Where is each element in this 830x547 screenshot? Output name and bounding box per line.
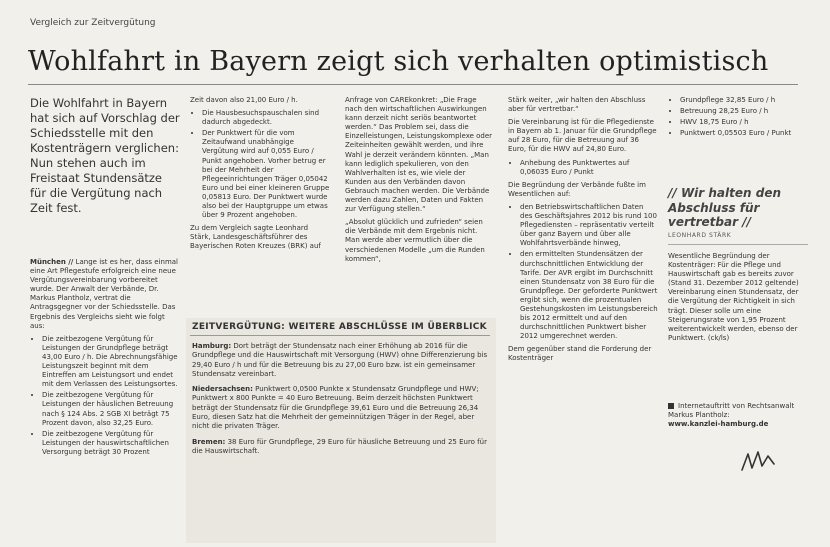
- overview-text: Punktwert 0,0500 Punkte x Stundensatz Grundpflege und HWV; Punktwert x 800 Punkte = 40 Euro Betreuung. Beim derzeit höchsten Punktwert beträgt der Stundensatz für die Grundpflege 39,61 Euro und die Betreuung 26,34 Euro, diesen Satz hat die Mehrheit der gemeinnützigen Träger in der Regel, aber nicht die privaten Träger.: [192, 385, 479, 431]
- pull-quote: // Wir halten den Abschluss für vertretbar //: [668, 186, 782, 229]
- overview-text: 38 Euro für Grundpflege, 29 Euro für häusliche Betreuung und 25 Euro für die Hauswirtschaft.: [192, 437, 487, 455]
- column-4-paragraph: Die Begründung der Verbände fußte im Wesentlichen auf:: [508, 180, 646, 198]
- column-5-body: [668, 252, 808, 347]
- overview-hamburg: [192, 342, 490, 379]
- list-item: • Der Punktwert für die vom Zeitaufwand unabhängige Vergütung wird auf 0,055 Euro / Punkt angehoben. Vorher betrug er bei der Mehrheit der Pflegeeinrichtungen Träger 0,05042 Euro und bei einer kleineren Gruppe 0,05813 Euro. Der Punktwert wurde also bei der Hauptgruppe um etwas über 9 Prozent angehoben.: [202, 129, 330, 220]
- overview-label: Niedersachsen:: [192, 385, 253, 394]
- column-4-list-2: [508, 203, 658, 341]
- dateline: München //: [30, 258, 74, 266]
- column-2-list: [190, 109, 330, 220]
- headline: Wohlfahrt in Bayern zeigt sich verhalten optimistisch: [28, 46, 769, 77]
- column-5-paragraph: Wesentliche Begründung der Kostenträger: Für die Pflege und Hauswirtschaft gab es bereits zuvor (Stand 31. Dezember 2012 geltende) Vereinbarung einen Stundensatz, der die Vergütung der Richtigkeit in sich trägt. Dieser solle um eine Steigerungsrate von 1,95 Prozent weiterentwickelt werden, ebenso der Punktwert. (ck/ls): [668, 252, 799, 342]
- overview-box-title: ZEITVERGÜTUNG: WEITERE ABSCHLÜSSE IM ÜBERBLICK: [192, 322, 487, 332]
- overview-box-rule: [190, 335, 490, 336]
- column-1: [30, 258, 180, 461]
- column-3-paragraph: Anfrage von CAREkonkret: „Die Frage nach den wirtschaftlichen Auswirkungen kann derzeit nicht seriös beantwortet werden.“ Das Problem sei, dass die Einzelleistungen, Leistungskomplexe oder Zeiteinheiten gewählt werden, und ihre Wahl je derzeit verändern könnten. „Man kann lediglich spekulieren, von den Wahlverhalten ist es, wie viele der Kunden aus den Verbänden davon Gebrauch machen werden. Die Verbände werden dazu Zahlen, Daten und Fakten zur Verfügung stellen.“: [345, 96, 493, 214]
- column-4-paragraph: Dem gegenüber stand die Forderung der Kostenträger: [508, 345, 652, 363]
- overview-box-body: [192, 342, 490, 462]
- list-item: • Grundpflege 32,85 Euro / h: [680, 96, 808, 105]
- column-3-paragraph: „Absolut glücklich und zufrieden“ seien die Verbände mit dem Ergebnis nicht. Man werde aber vermutlich über die verschiedenen Modelle „um die Runden kommen“,: [345, 218, 485, 263]
- info-square-icon: [668, 403, 674, 409]
- info-text: Internetauftritt von Rechtsanwalt Markus Plantholz:: [668, 402, 795, 419]
- list-item: • Anhebung des Punktwertes auf 0,06035 Euro / Punkt: [520, 159, 658, 177]
- column-2-paragraph: Zu dem Vergleich sagte Leonhard Stärk, Landesgeschäftsführer des Bayerischen Roten Kreuzes (BRK) auf: [190, 224, 321, 251]
- header-rule: [28, 84, 798, 85]
- column-1-paragraph: Lange ist es her, dass einmal eine Art Pflegestufe erfolgreich eine neue Vergütungsvereinbarung vorbereitet wurde. Der Anwalt der Verbände, Dr. Markus Plantholz, vertrat die Antragsgegner vor der Schiedsstelle. Das Ergebnis des Vergleichs sieht wie folgt aus:: [30, 258, 178, 330]
- column-2-paragraph: Zeit davon also 21,00 Euro / h.: [190, 96, 298, 104]
- list-item: • Die zeitbezogene Vergütung für Leistungen der Grundpflege beträgt 43,00 Euro / h. Die Abrechnungsfähige Leistungszeit beginnt mit dem Eintreffen am Leistungsort und endet mit dem Verlassen des Leistungsortes.: [42, 335, 180, 390]
- column-2: [190, 96, 330, 256]
- column-5-list: [668, 96, 808, 138]
- quote-author: LEONHARD STÄRK: [668, 232, 732, 239]
- overview-label: Bremen:: [192, 437, 226, 446]
- website-link[interactable]: www.kanzlei-hamburg.de: [668, 420, 769, 428]
- info-box: [668, 402, 808, 429]
- column-3: [345, 96, 493, 268]
- list-item: • Punktwert 0,05503 Euro / Punkt: [680, 129, 808, 138]
- column-4: [508, 96, 658, 368]
- list-item: • Die Hausbesuchspauschalen sind dadurch abgedeckt.: [202, 109, 330, 127]
- list-item: • Die zeitbezogene Vergütung für Leistungen der hauswirtschaftlichen Versorgung beträgt 30 Prozent: [42, 430, 180, 457]
- author-rule: [668, 244, 808, 245]
- overview-bremen: [192, 438, 490, 457]
- signature-icon: [740, 448, 780, 476]
- lead-paragraph: Die Wohlfahrt in Bayern hat sich auf Vorschlag der Schiedsstelle mit den Kostenträgern verglichen: Nun stehen auch im Freistaat Stundensätze für die Vergütung nach Zeit fest.: [30, 96, 180, 215]
- overview-text: Dort beträgt der Stundensatz nach einer Erhöhung ab 2016 für die Grundpflege und die Hauswirtschaft mit Versorgung (HWV) ohne Differenzierung bis 29,40 Euro / h und für die Betreuung bis zu 27,00 Euro bzw. ist ein gemeinsamer Stundensatz vereinbart.: [192, 342, 488, 378]
- column-4-paragraph: Die Vereinbarung ist für die Pflegedienste in Bayern ab 1. Januar für die Grundpflege auf 28 Euro, für die Betreuung auf 36 Euro, für die HWV auf 24,80 Euro.: [508, 118, 657, 154]
- list-item: • HWV 18,75 Euro / h: [680, 118, 808, 127]
- list-item: • den Betriebswirtschaftlichen Daten des Geschäftsjahres 2012 bis rund 100 Pflegediensten – repräsentativ verteilt über ganz Bayern und über alle Wohlfahrtsverbände hinweg,: [520, 203, 658, 248]
- column-4-list: [508, 159, 658, 177]
- list-item: • den ermittelten Stundensätzen der durchschnittlichen Entwicklung der Tarife. Der AVR ergibt im Durchschnitt einen Stundensatz von 38 Euro für die Grundpflege. Der geforderte Punktwert ergibt sich, wenn die prozentualen Gestehungskosten im Leistungsbereich bis 2012 ermittelt und auf den durchschnittlichen Punktwert bisher 2012 umgerechnet werden.: [520, 250, 658, 341]
- column-1-list: [30, 335, 180, 457]
- column-4-paragraph: Stärk weiter, „wir halten den Abschluss aber für vertretbar.“: [508, 96, 646, 114]
- overview-niedersachsen: [192, 385, 490, 431]
- column-5: [668, 96, 808, 142]
- list-item: • Die zeitbezogene Vergütung für Leistungen der häuslichen Betreuung nach § 124 Abs. 2 SGB XI beträgt 75 Prozent davon, also 32,25 Euro.: [42, 391, 180, 427]
- column-1-intro: [30, 258, 180, 331]
- overview-label: Hamburg:: [192, 342, 232, 350]
- kicker: Vergleich zur Zeitvergütung: [30, 18, 156, 28]
- list-item: • Betreuung 28,25 Euro / h: [680, 107, 808, 116]
